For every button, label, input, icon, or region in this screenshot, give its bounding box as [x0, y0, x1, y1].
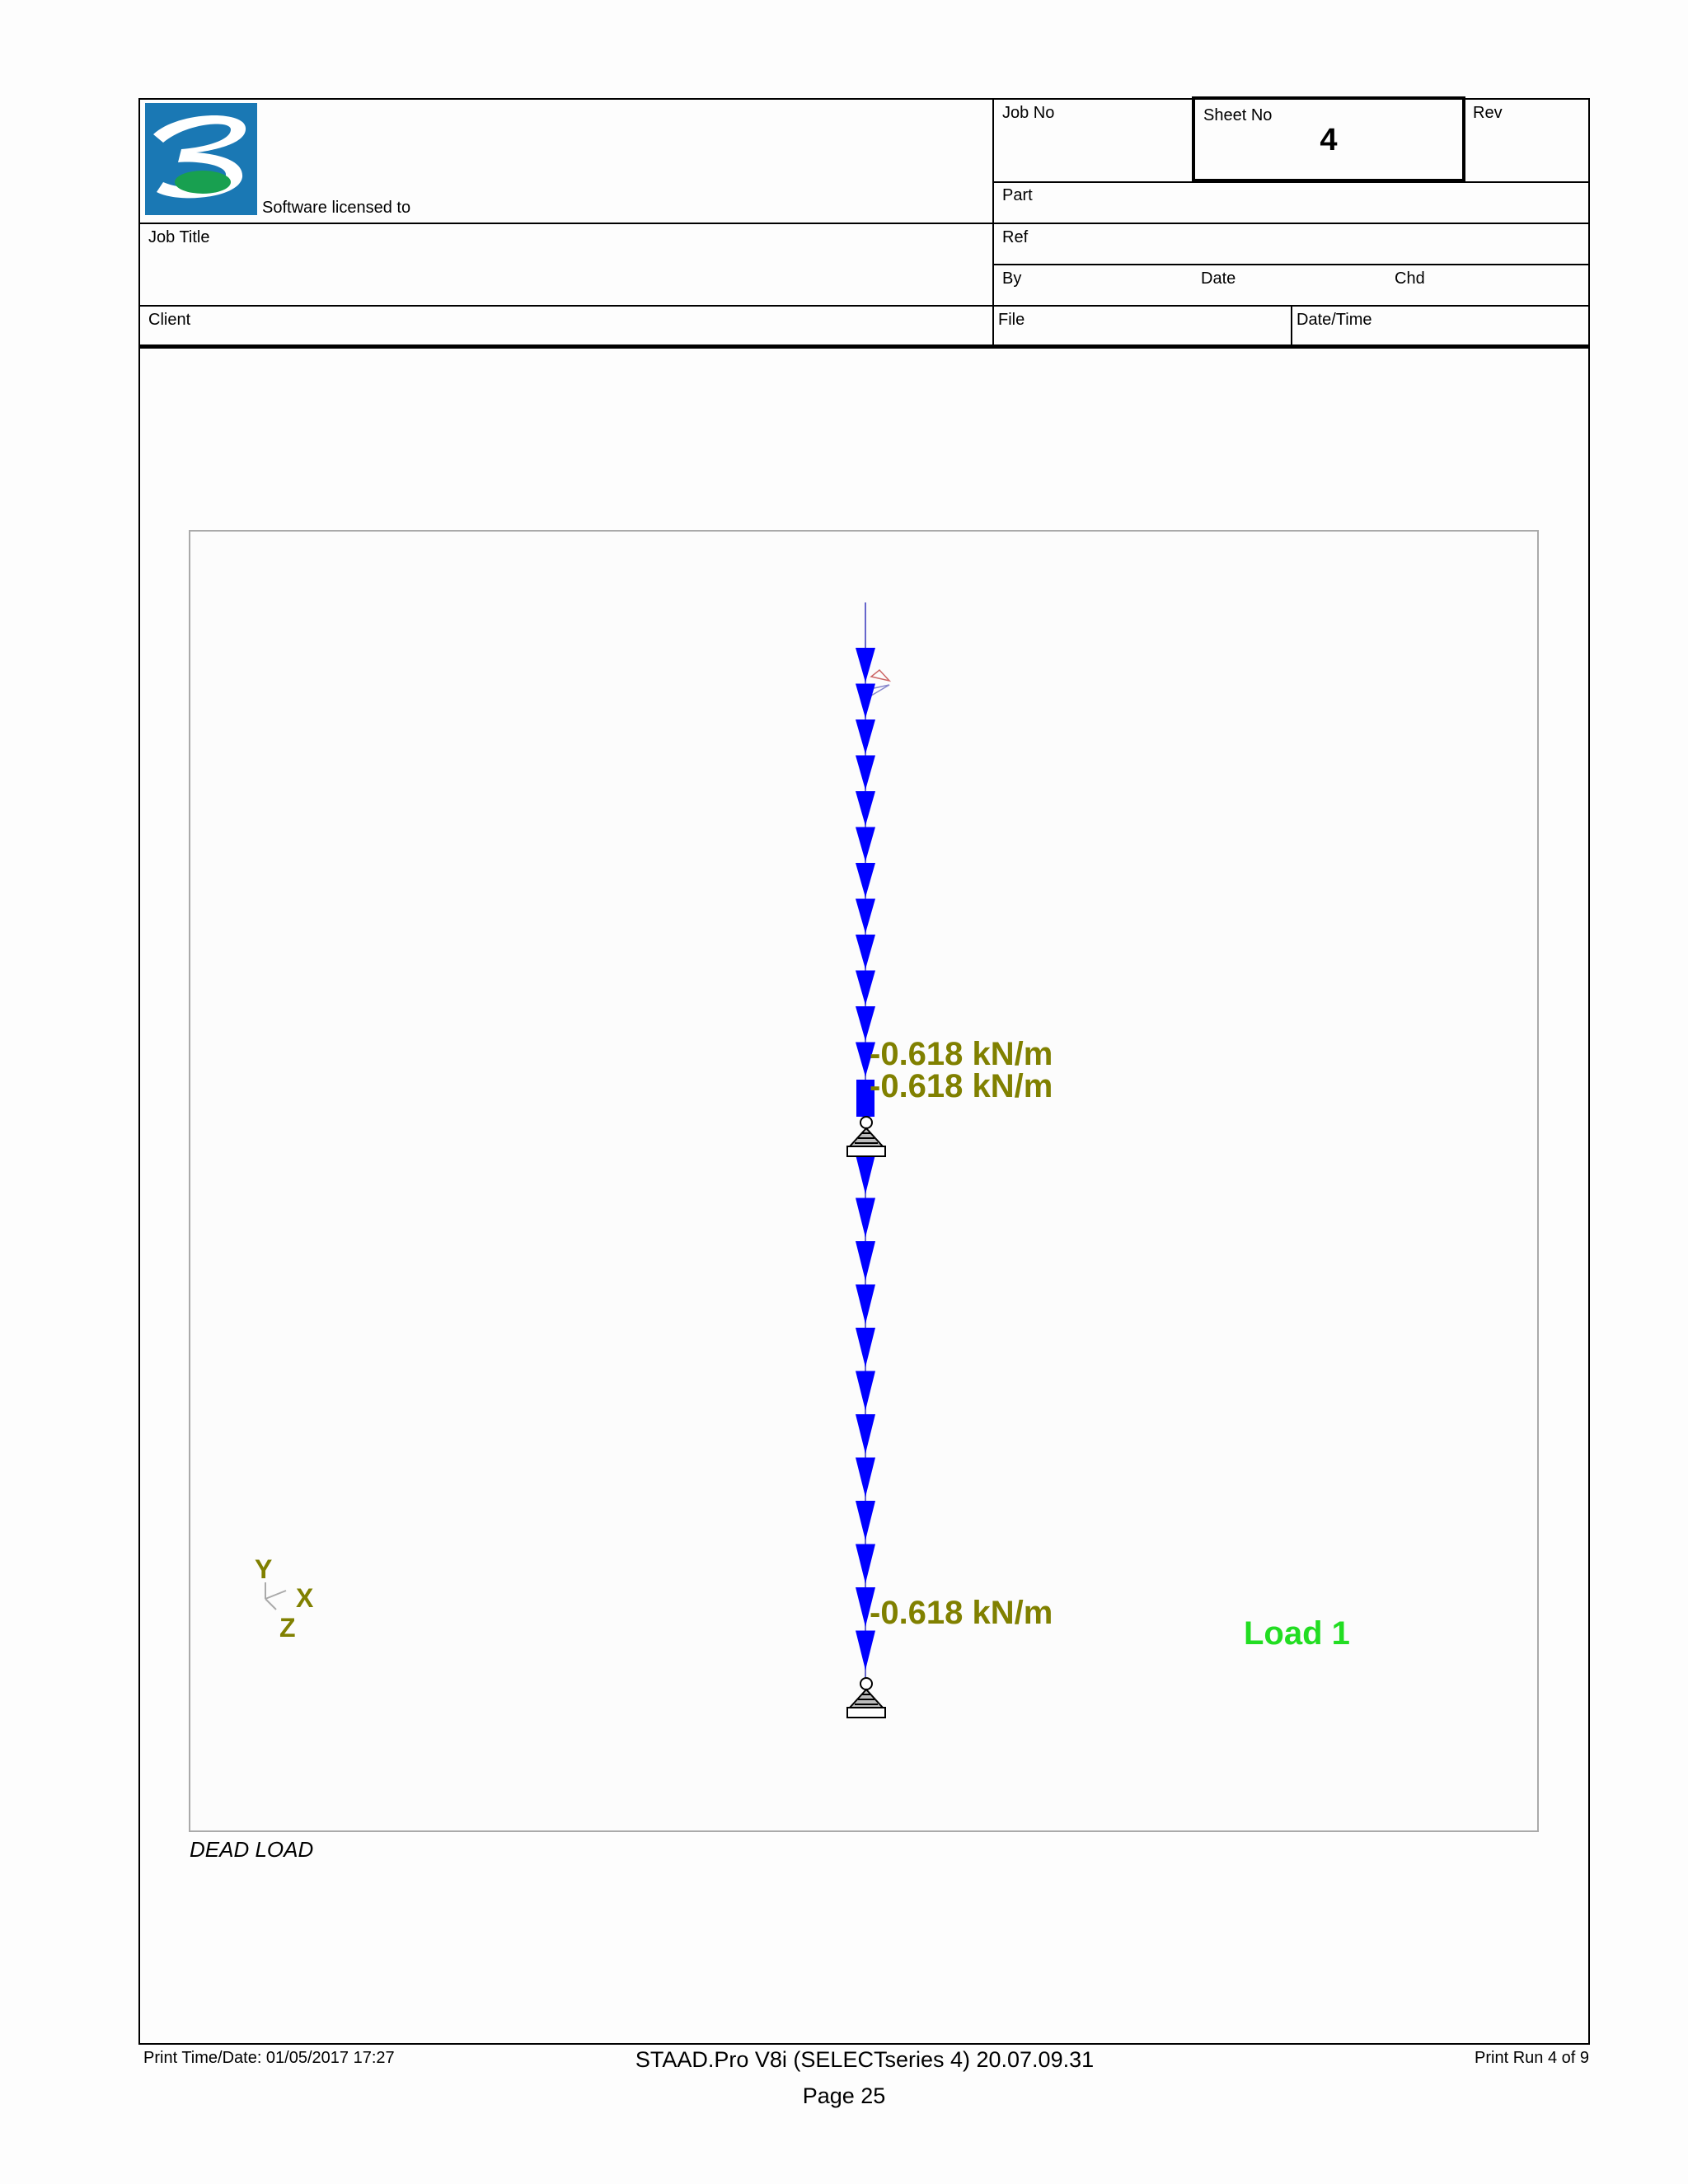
load-arrow-icon: [856, 684, 875, 719]
load-arrow-icon: [856, 899, 875, 934]
sheet-no-value: 4: [1320, 123, 1338, 157]
load-arrow-icon: [856, 935, 875, 969]
load-arrow-icon: [856, 1328, 875, 1367]
job-title-label: Job Title: [148, 228, 210, 246]
structure-diagram: [190, 532, 1537, 1830]
load-arrow-icon: [856, 791, 875, 826]
axis-x-label: X: [296, 1583, 314, 1613]
client-label: Client: [148, 311, 191, 329]
load-arrow-icon: [856, 1501, 875, 1540]
job-no-label: Job No: [1002, 104, 1055, 122]
load-arrow-icon: [856, 827, 875, 862]
load-label: -0.618 kN/m: [870, 1595, 1053, 1631]
drawing-viewport: [189, 530, 1539, 1832]
support-icon: [847, 1117, 885, 1156]
axis-triad: [255, 1554, 314, 1643]
load-label: -0.618 kN/m: [870, 1068, 1053, 1104]
frame-bottom: [138, 2043, 1590, 2045]
drawing-caption: DEAD LOAD: [190, 1837, 314, 1862]
footer-page: Page 25: [802, 2083, 886, 2108]
load-arrow-icon: [856, 1155, 875, 1194]
axis-y-label: Y: [255, 1554, 273, 1584]
load-arrow-icon: [856, 1241, 875, 1281]
load-arrow-icon: [856, 719, 875, 754]
load-label: -0.618 kN/m: [870, 1036, 1053, 1072]
frame-left: [138, 98, 140, 2045]
sheet-no-box: [1192, 96, 1465, 182]
header-line-jobtitle: [138, 223, 1590, 224]
load-arrow-icon: [856, 971, 875, 1005]
frame-right: [1588, 98, 1590, 2045]
date-time-label: Date/Time: [1296, 311, 1372, 329]
load-arrow-icon: [856, 1414, 875, 1454]
load-arrow-icon: [856, 1631, 875, 1671]
file-label: File: [998, 311, 1025, 329]
by-label: By: [1002, 269, 1022, 288]
load-arrow-icon: [856, 1198, 875, 1238]
load-arrow-icon: [856, 1285, 875, 1324]
header-bottom-rule: [138, 344, 1590, 349]
load-arrow-icon: [856, 863, 875, 898]
sheet-no-label: Sheet No: [1203, 106, 1273, 124]
footer-software: STAAD.Pro V8i (SELECTseries 4) 20.07.09.31: [635, 2047, 1095, 2072]
support-icon: [847, 1678, 885, 1718]
axis-z-label: Z: [279, 1613, 296, 1643]
file-divider: [1291, 305, 1292, 346]
header-line-by: [992, 264, 1590, 265]
part-label: Part: [1002, 186, 1033, 204]
logo-caption: Software licensed to: [262, 199, 411, 217]
rev-label: Rev: [1473, 104, 1503, 122]
bentley-logo: [145, 103, 257, 215]
load-arrow-icon: [856, 1458, 875, 1497]
ref-label: Ref: [1002, 228, 1029, 246]
load-case-label: Load 1: [1244, 1615, 1350, 1652]
footer-print-time: Print Time/Date: 01/05/2017 17:27: [143, 2049, 395, 2067]
chd-label: Chd: [1395, 269, 1425, 288]
footer-print-run: Print Run 4 of 9: [1475, 2049, 1589, 2067]
header-line-client: [138, 305, 1590, 307]
load-arrow-icon: [856, 1371, 875, 1411]
load-arrow-icon: [856, 756, 875, 790]
load-arrow-icon: [856, 1544, 875, 1584]
date-label: Date: [1201, 269, 1236, 288]
